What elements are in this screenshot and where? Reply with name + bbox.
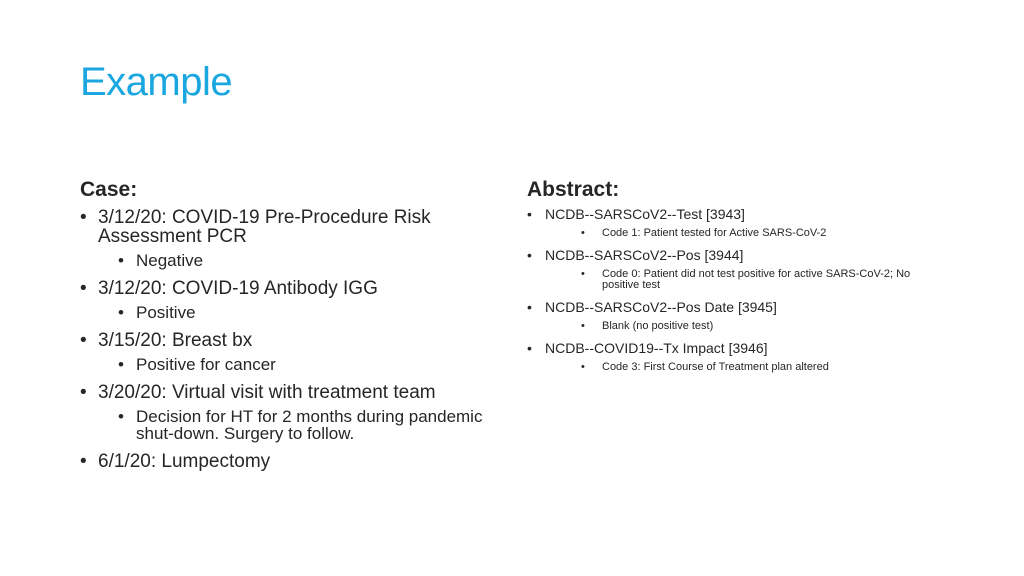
- abstract-subitem: • Code 0: Patient did not test positive for active SARS-CoV-2; No positive test: [545, 269, 932, 291]
- case-item-text: • 3/20/20: Virtual visit with treatment team: [98, 382, 436, 403]
- case-heading: Case:: [80, 178, 138, 201]
- case-item: [80, 383, 500, 442]
- abstract-item-text: • NCDB--SARSCoV2--Pos Date [3945]: [545, 299, 777, 315]
- abstract-subitem: • Code 1: Patient tested for Active SARS-CoV-2: [545, 228, 932, 239]
- case-subitem: • Negative: [98, 252, 500, 269]
- abstract-item: [527, 299, 947, 332]
- case-list: [80, 208, 500, 471]
- case-item-text: • 3/15/20: Breast bx: [98, 330, 253, 351]
- abstract-item-text: • NCDB--COVID19--Tx Impact [3946]: [545, 340, 768, 356]
- abstract-list: [527, 206, 947, 373]
- case-item-text: • 3/12/20: COVID-19 Antibody IGG: [98, 278, 378, 299]
- abstract-heading: Abstract:: [527, 178, 620, 201]
- abstract-item: [527, 247, 947, 291]
- case-subitem: • Positive: [98, 304, 500, 321]
- abstract-item-text: • NCDB--SARSCoV2--Test [3943]: [545, 206, 745, 222]
- case-subitem: • Decision for HT for 2 months during pandemic shut-down. Surgery to follow.: [98, 408, 500, 442]
- abstract-column: [527, 178, 947, 373]
- abstract-item-text: • NCDB--SARSCoV2--Pos [3944]: [545, 247, 744, 263]
- slide-title: Example: [80, 60, 233, 104]
- case-item: [80, 279, 500, 321]
- case-column: [80, 178, 500, 471]
- case-item-text: • 6/1/20: Lumpectomy: [98, 451, 271, 472]
- case-item: [80, 331, 500, 373]
- case-subitem: • Positive for cancer: [98, 356, 500, 373]
- abstract-subitem: • Blank (no positive test): [545, 321, 932, 332]
- case-item: [80, 208, 500, 269]
- abstract-item: [527, 340, 947, 373]
- abstract-subitem: • Code 3: First Course of Treatment plan altered: [545, 362, 932, 373]
- case-item-text: • 3/12/20: COVID-19 Pre-Procedure Risk Assessment PCR: [98, 207, 431, 247]
- case-item: [80, 452, 500, 471]
- abstract-item: [527, 206, 947, 239]
